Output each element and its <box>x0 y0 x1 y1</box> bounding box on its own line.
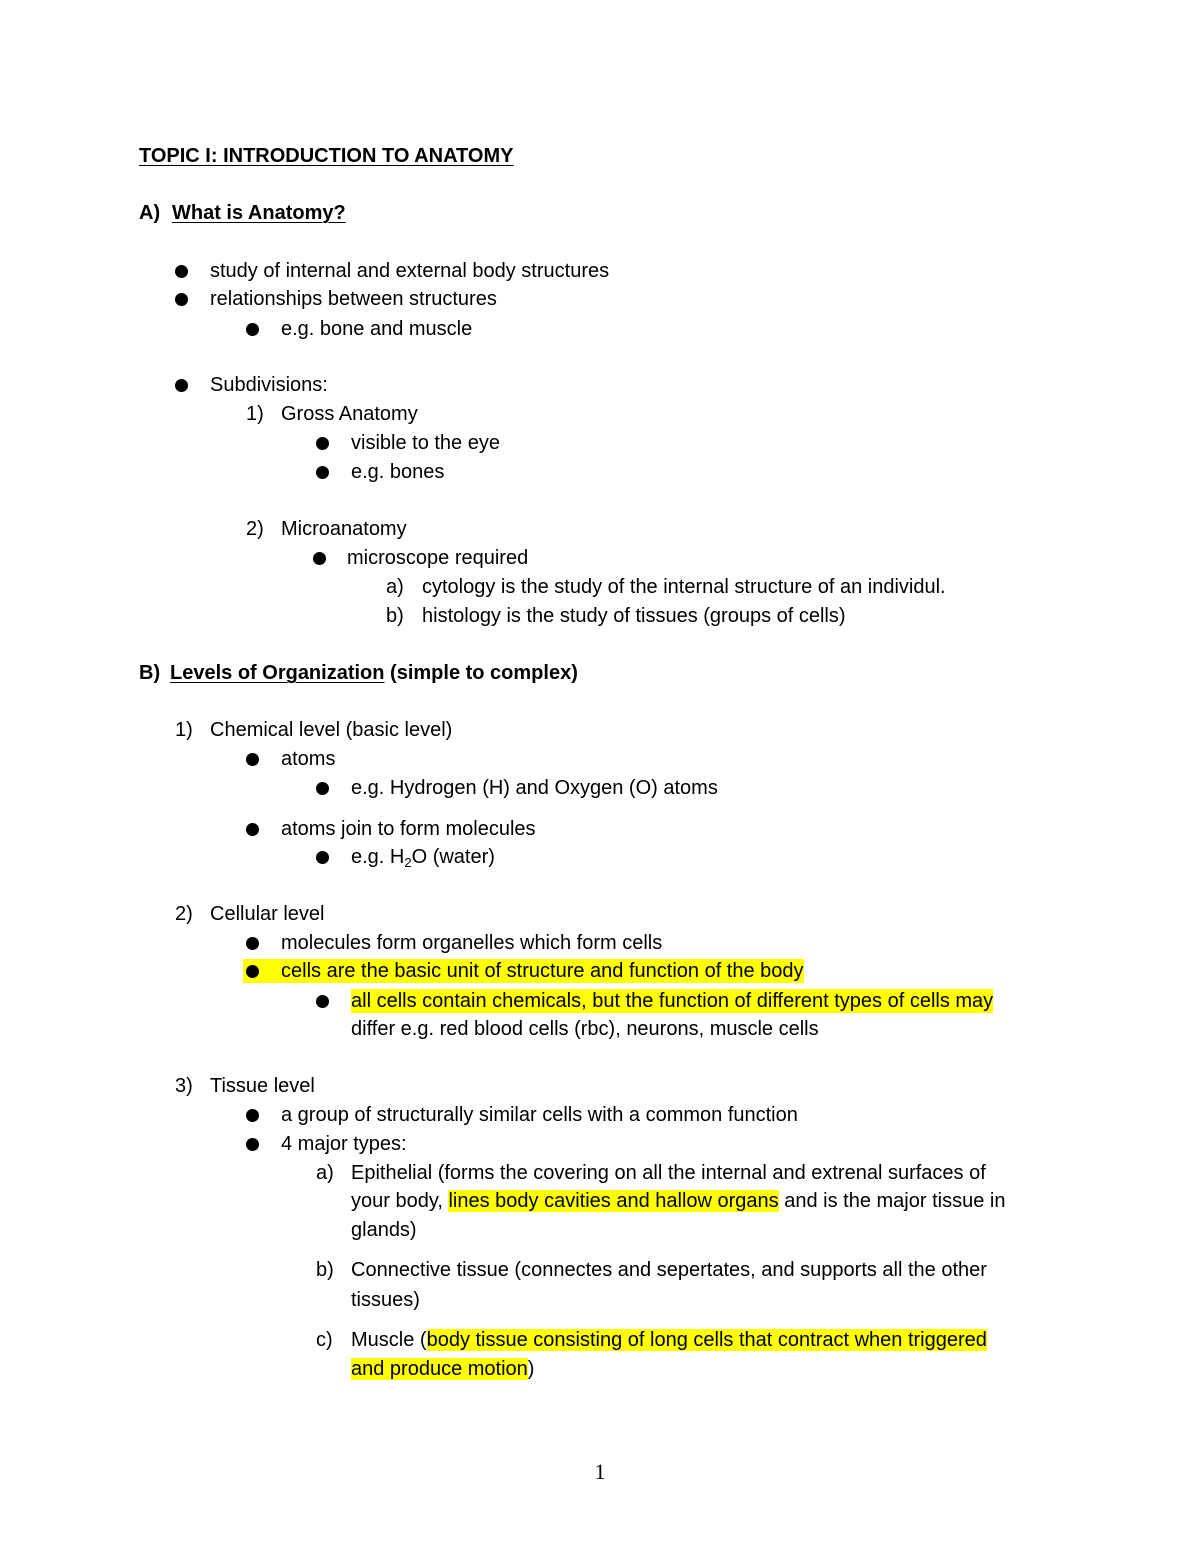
highlighted-text: all cells contain chemicals, but the function of different types of cells may <box>351 990 994 1012</box>
section-b-marker: B) <box>139 662 161 684</box>
bullet-text: microscope required <box>347 547 529 569</box>
bullet-icon <box>316 851 329 864</box>
bullet-icon <box>175 379 188 392</box>
list-marker: 2) <box>246 518 264 540</box>
text-run: ) <box>527 1358 535 1380</box>
list-marker: 1) <box>175 719 193 741</box>
bullet-text: e.g. bone and muscle <box>281 318 473 340</box>
bullet-text: atoms <box>281 748 336 770</box>
page-number: 1 <box>594 1459 606 1484</box>
list-marker: 3) <box>175 1075 193 1097</box>
bullet-icon <box>316 466 329 479</box>
text-run: Muscle ( <box>351 1329 427 1351</box>
text-run: and is the major tissue in <box>778 1190 1006 1212</box>
list-text: tissues) <box>351 1289 420 1311</box>
section-b-heading-wrap <box>170 661 578 685</box>
list-text <box>351 1328 987 1352</box>
bullet-text: atoms join to form molecules <box>281 818 536 840</box>
bullet-icon <box>246 823 259 836</box>
list-text: Tissue level <box>210 1075 315 1097</box>
list-text: Gross Anatomy <box>281 403 418 425</box>
bullet-icon <box>175 265 188 278</box>
list-text: Cellular level <box>210 903 325 925</box>
bullet-text <box>351 845 495 875</box>
list-text: histology is the study of tissues (groups of cells) <box>422 605 846 627</box>
bullet-icon <box>246 323 259 336</box>
section-a-heading: What is Anatomy? <box>172 202 346 224</box>
bullet-icon <box>246 753 259 766</box>
bullet-text: differ e.g. red blood cells (rbc), neurons, muscle cells <box>351 1018 819 1040</box>
bullet-text: molecules form organelles which form cells <box>281 932 663 954</box>
bullet-text: a group of structurally similar cells with a common function <box>281 1104 798 1126</box>
highlighted-text: lines body cavities and hallow organs <box>448 1190 779 1212</box>
highlighted-text: and produce motion <box>351 1358 528 1380</box>
highlighted-text: cells are the basic unit of structure and function of the body <box>281 960 804 982</box>
bullet-icon <box>316 437 329 450</box>
bullet-icon <box>246 1138 259 1151</box>
list-text: Microanatomy <box>281 518 407 540</box>
bullet-text: relationships between structures <box>210 288 497 310</box>
list-marker: a) <box>386 576 404 598</box>
bullet-text: visible to the eye <box>351 432 500 454</box>
formula-suffix: O (water) <box>411 846 495 868</box>
highlighted-text: body tissue consisting of long cells that contract when triggered <box>426 1329 987 1351</box>
bullet-icon <box>175 293 188 306</box>
list-marker: 1) <box>246 403 264 425</box>
bullet-text: Subdivisions: <box>210 374 328 396</box>
section-b-heading: Levels of Organization <box>170 662 385 684</box>
list-text <box>351 1357 534 1381</box>
list-text: Connective tissue (connectes and sepertates, and supports all the other <box>351 1259 987 1281</box>
list-text: Epithelial (forms the covering on all the internal and extrenal surfaces of <box>351 1162 986 1184</box>
bullet-text: e.g. bones <box>351 461 445 483</box>
list-text: cytology is the study of the internal structure of an individul. <box>422 576 946 598</box>
bullet-text: e.g. Hydrogen (H) and Oxygen (O) atoms <box>351 777 718 799</box>
section-b-heading-suffix: (simple to complex) <box>384 662 578 684</box>
list-marker: b) <box>386 605 404 627</box>
formula-prefix: e.g. H <box>351 846 405 868</box>
bullet-text: study of internal and external body structures <box>210 260 610 282</box>
list-text: Chemical level (basic level) <box>210 719 453 741</box>
list-marker: c) <box>316 1329 333 1351</box>
bullet-icon <box>316 782 329 795</box>
list-text: glands) <box>351 1219 417 1241</box>
bullet-icon <box>313 552 326 565</box>
bullet-icon <box>246 965 259 978</box>
list-marker: a) <box>316 1162 334 1184</box>
list-marker: 2) <box>175 903 193 925</box>
bullet-icon <box>316 995 329 1008</box>
formula-subscript: 2 <box>404 855 412 870</box>
list-marker: b) <box>316 1259 334 1281</box>
bullet-icon <box>246 1109 259 1122</box>
text-run: your body, <box>351 1190 449 1212</box>
document-title: TOPIC I: INTRODUCTION TO ANATOMY <box>139 145 514 167</box>
bullet-icon <box>246 937 259 950</box>
list-text <box>351 1189 1005 1213</box>
section-a-marker: A) <box>139 202 161 224</box>
bullet-text: 4 major types: <box>281 1133 407 1155</box>
